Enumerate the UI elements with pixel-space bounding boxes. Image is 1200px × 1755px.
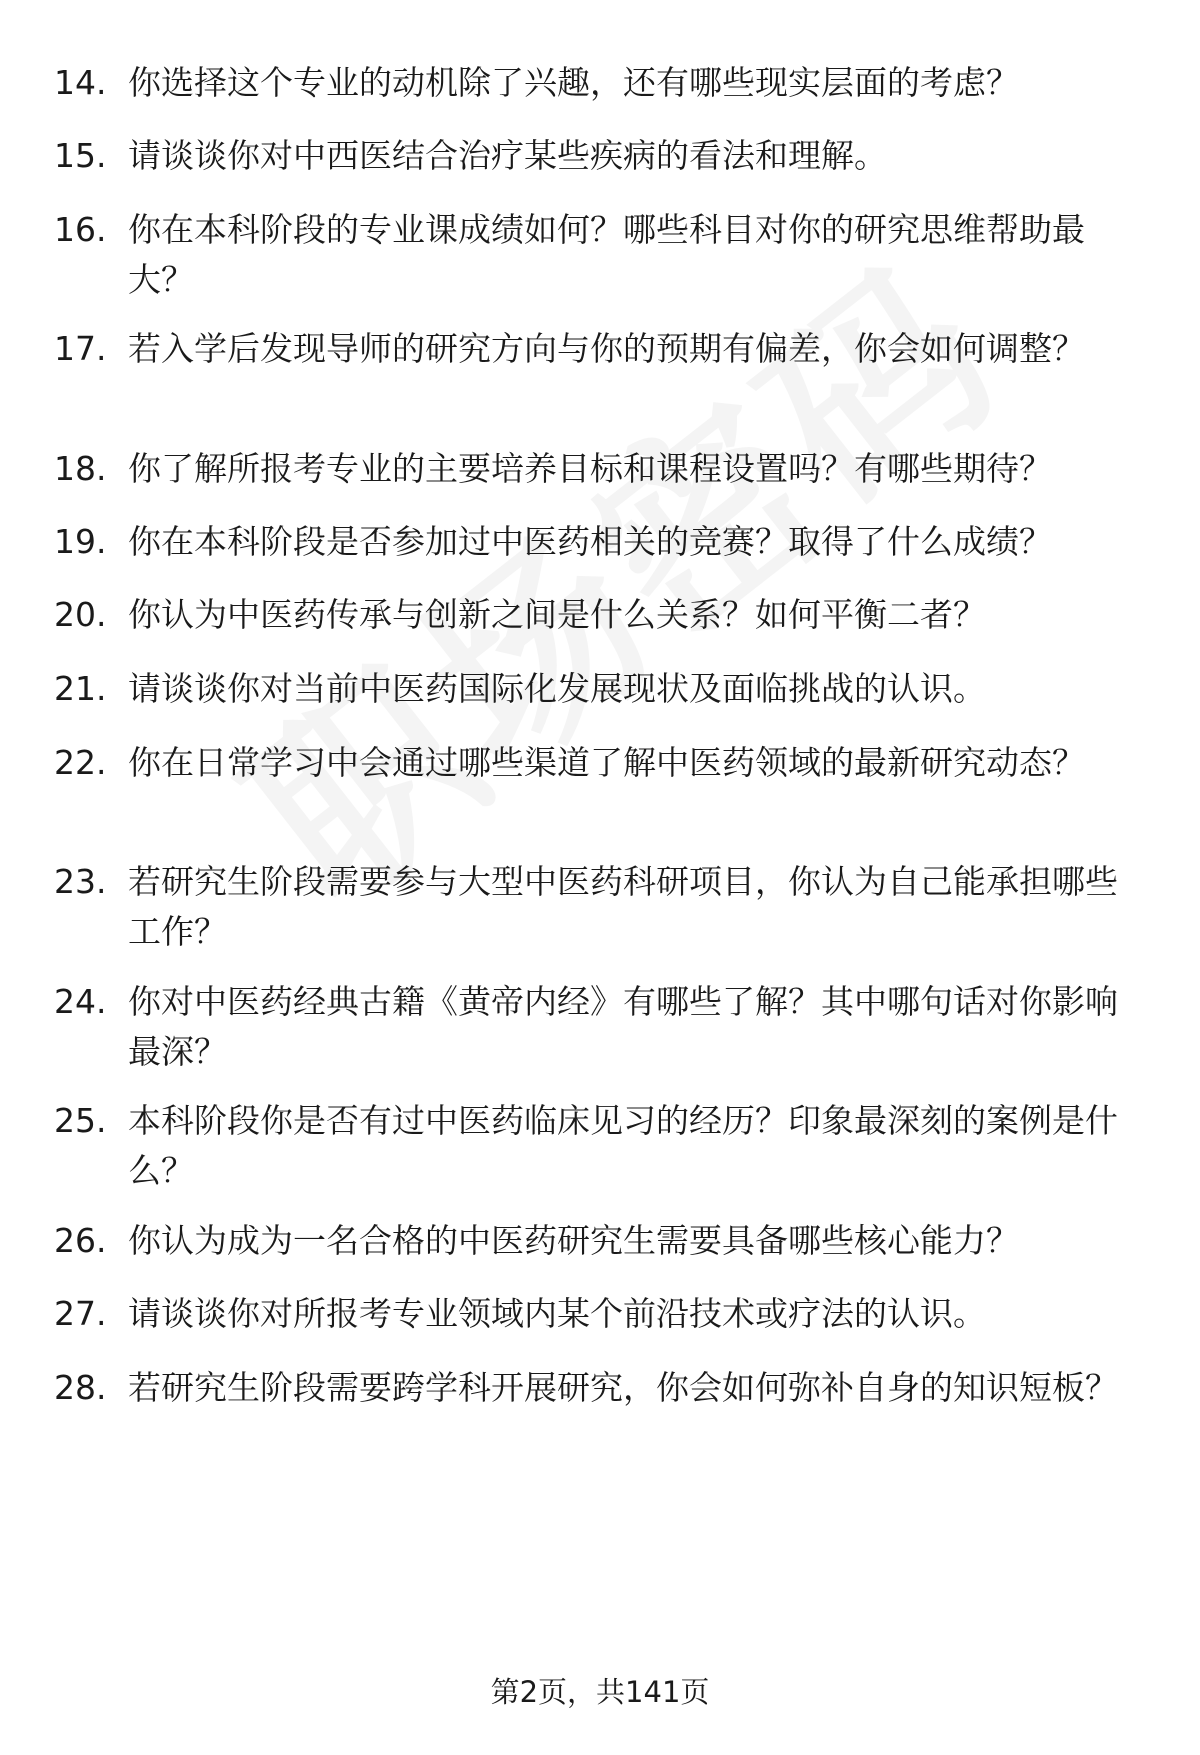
question-number: 24. <box>54 982 107 1021</box>
question-text: 请谈谈你对中西医结合治疗某些疾病的看法和理解。 <box>128 136 887 175</box>
question-text: 你在日常学习中会通过哪些渠道了解中医药领域的最新研究动态？ <box>128 743 1085 782</box>
question-number: 17. <box>54 329 107 368</box>
question-number: 26. <box>54 1221 107 1260</box>
question-text: 请谈谈你对所报考专业领域内某个前沿技术或疗法的认识。 <box>128 1294 986 1333</box>
question-text: 若研究生阶段需要跨学科开展研究，你会如何弥补自身的知识短板？ <box>128 1368 1118 1407</box>
question-text: 若研究生阶段需要参与大型中医药科研项目，你认为自己能承担哪些工作？ <box>128 862 1118 951</box>
question-text: 你认为成为一名合格的中医药研究生需要具备哪些核心能力？ <box>128 1221 1019 1260</box>
question-text: 你对中医药经典古籍《黄帝内经》有哪些了解？其中哪句话对你影响最深？ <box>128 982 1118 1071</box>
question-text: 你认为中医药传承与创新之间是什么关系？如何平衡二者？ <box>128 595 986 634</box>
question-text: 你了解所报考专业的主要培养目标和课程设置吗？有哪些期待？ <box>128 449 1052 488</box>
question-number: 15. <box>54 136 107 175</box>
question-number: 22. <box>54 743 107 782</box>
question-number: 23. <box>54 862 107 901</box>
page-footer <box>0 1672 1200 1712</box>
question-number: 14. <box>54 63 107 102</box>
question-text: 请谈谈你对当前中医药国际化发展现状及面临挑战的认识。 <box>128 669 986 708</box>
question-number: 25. <box>54 1101 107 1140</box>
question-number: 18. <box>54 449 107 488</box>
question-number: 19. <box>54 522 107 561</box>
question-text: 你选择这个专业的动机除了兴趣，还有哪些现实层面的考虑？ <box>128 63 1019 102</box>
question-text: 你在本科阶段的专业课成绩如何？哪些科目对你的研究思维帮助最大？ <box>128 210 1085 299</box>
question-text: 若入学后发现导师的研究方向与你的预期有偏差，你会如何调整？ <box>128 329 1085 368</box>
question-number: 21. <box>54 669 107 708</box>
page-number-label: 第2页，共141页 <box>490 1675 710 1709</box>
question-text: 本科阶段你是否有过中医药临床见习的经历？印象最深刻的案例是什么？ <box>128 1101 1118 1190</box>
question-number: 20. <box>54 595 107 634</box>
question-text: 你在本科阶段是否参加过中医药相关的竞赛？取得了什么成绩？ <box>128 522 1052 561</box>
question-number: 28. <box>54 1368 107 1407</box>
question-number: 27. <box>54 1294 107 1333</box>
question-number: 16. <box>54 210 107 249</box>
